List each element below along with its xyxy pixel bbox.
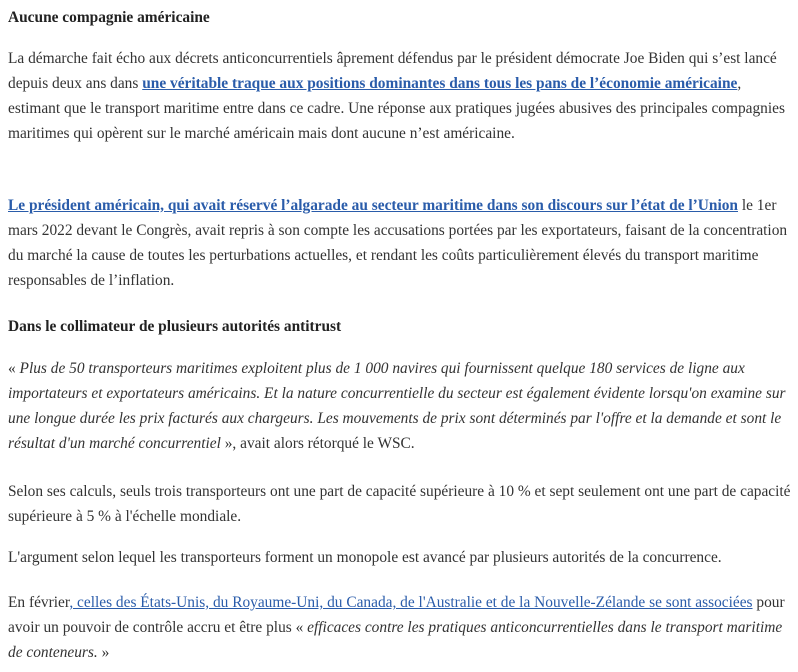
link-authorities-associated[interactable]: , celles des États-Unis, du Royaume-Uni, du Canada, de l'Australie et de la Nouvelle-Zélande se sont associées xyxy=(69,594,753,611)
quote-close: » xyxy=(97,644,110,661)
paragraph-monopole-argument: L'argument selon lequel les transporteurs forment un monopole est avancé par plusieurs autorités de la concurrence. xyxy=(8,549,722,566)
section-heading-no-american-company: Aucune compagnie américaine xyxy=(8,9,210,26)
section-heading-antitrust: Dans le collimateur de plusieurs autorités antitrust xyxy=(8,318,342,335)
link-state-of-union-speech[interactable]: Le président américain, qui avait réservé l’algarade au secteur maritime dans son discours sur l’état de l’Union xyxy=(8,197,738,214)
paragraph-text: le 1er mars 2022 devant le Congrès, avait repris à son compte les accusations portées par les exportateurs, faisant de la concentration du marché la cause de toutes les perturbations actuelles, et rendant les coûts particulièrement élevés du transport maritime responsables de l’inflation. xyxy=(8,197,788,289)
quote-open: « xyxy=(8,360,20,377)
quote-text: Plus de 50 transporteurs maritimes exploitent plus de 1 000 navires qui fournissent quelque 180 services de ligne aux importateurs et exportateurs américains. Et la nature concurrentielle du secteur est également évidente lorsqu'on examine sur une longue durée les prix facturés aux chargeurs. Les mouvements de prix sont déterminés par l'offre et la demande et sont le résultat d'un marché concurrentiel xyxy=(8,360,786,452)
paragraph-text: En février xyxy=(8,594,70,611)
paragraph-text: La démarche fait écho aux décrets anticoncurrentiels âprement défendus par le président démocrate Joe Biden qui s’est lancé depuis deux ans dans xyxy=(8,50,777,92)
quote-text: efficaces contre les pratiques anticoncurrentielles dans le transport maritime de conteneurs. xyxy=(8,619,783,661)
quote-close: », avait alors rétorqué le WSC. xyxy=(220,435,415,452)
paragraph-text: pour avoir un pouvoir de contrôle accru et être plus « xyxy=(8,594,785,636)
paragraph-wsc-quote xyxy=(8,356,792,456)
link-dominant-positions[interactable]: une véritable traque aux positions dominantes dans tous les pans de l’économie américaine xyxy=(142,75,738,92)
paragraph-capacity-share: Selon ses calculs, seuls trois transporteurs ont une part de capacité supérieure à 10 % et sept seulement ont une part de capacité supérieure à 5 % à l'échelle mondiale. xyxy=(8,483,791,525)
paragraph-february-authorities xyxy=(8,590,792,665)
paragraph-state-of-union xyxy=(8,193,792,293)
paragraph-biden-decrees xyxy=(8,46,792,146)
paragraph-text: , estimant que le transport maritime entre dans ce cadre. Une réponse aux pratiques jugées abusives des principales compagnies maritimes qui opèrent sur le marché américain mais dont aucune n’est américaine. xyxy=(8,75,785,142)
